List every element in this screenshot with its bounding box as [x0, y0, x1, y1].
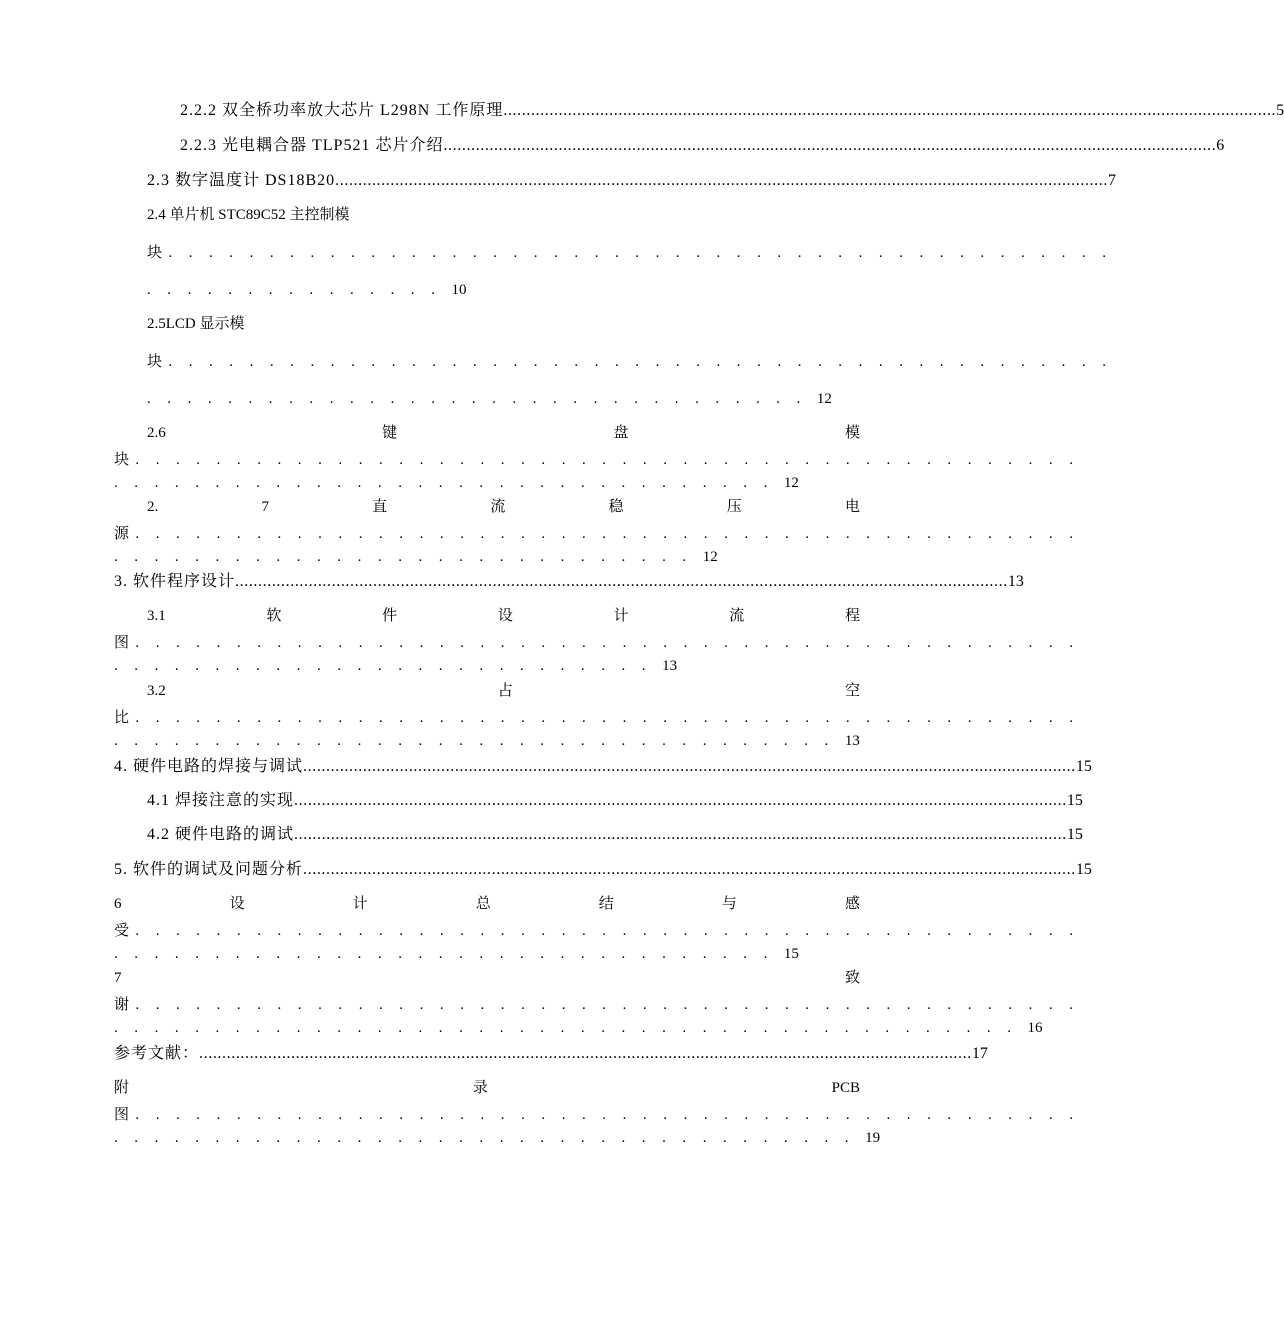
toc-entry-title: 3. 软件程序设计 — [114, 573, 236, 590]
toc-entry-word: PCB — [831, 1080, 860, 1096]
toc-entry-heading[interactable] — [147, 205, 350, 225]
toc-entry-page: 13 — [662, 658, 678, 674]
dot-leader: ........................................................................................................................................................................ — [199, 1045, 972, 1062]
toc-entry-word: 7 — [261, 499, 269, 515]
toc-entry-word: 设 — [229, 896, 245, 912]
toc-entry-word: 与 — [721, 896, 737, 912]
toc-entry-page-line — [114, 731, 860, 751]
toc-entry[interactable] — [114, 860, 1092, 880]
dot-leader: ........................................................................................................................................................................ — [443, 137, 1217, 154]
toc-entry-page: 6 — [1216, 137, 1225, 154]
toc-entry-page-line — [114, 1128, 880, 1148]
toc-entry-word: 结 — [598, 896, 614, 912]
toc-entry-page: 12 — [783, 475, 799, 491]
toc-entry-continuation — [114, 1105, 1080, 1125]
toc-entry-page: 13 — [844, 733, 860, 749]
toc-entry[interactable] — [114, 1044, 988, 1064]
toc-entry-page: 7 — [1107, 172, 1116, 189]
toc-entry[interactable] — [147, 171, 1116, 191]
toc-entry-page-line — [114, 1018, 1043, 1038]
toc-entry-page: 15 — [1066, 826, 1083, 843]
toc-entry-last-char: 块 — [114, 452, 136, 468]
toc-entry-title: 4.1 焊接注意的实现 — [147, 792, 295, 809]
toc-entry-last-char: 块 — [147, 245, 169, 261]
toc-entry-word: 计 — [352, 896, 368, 912]
dot-leader: . . . . . . . . . . . . . . . . . . . . . . . . . . . . . . . . . . . . — [114, 733, 845, 749]
toc-entry-page: 15 — [1075, 861, 1092, 878]
toc-entry-page: 17 — [971, 1045, 988, 1062]
toc-entry-title: 2.3 数字温度计 DS18B20 — [147, 172, 336, 189]
toc-entry-word: 占 — [497, 683, 513, 699]
toc-entry-title: 2.5LCD 显示模 — [147, 316, 245, 332]
toc-entry-word: 录 — [472, 1080, 488, 1096]
dot-leader: . . . . . . . . . . . . . . . . . . . . . . . . . . . . . . . . . . . . . — [114, 1130, 866, 1146]
dot-leader: . . . . . . . . . . . . . . . — [147, 282, 452, 298]
dot-leader: ........................................................................................................................................................................ — [294, 826, 1067, 843]
toc-entry-page: 15 — [1075, 758, 1092, 775]
toc-entry-continuation — [114, 708, 1080, 728]
toc-entry-page: 15 — [1066, 792, 1083, 809]
toc-entry-page-line — [114, 473, 799, 493]
toc-entry-title: 2.4 单片机 STC89C52 主控制模 — [147, 207, 350, 223]
toc-entry[interactable] — [180, 136, 1225, 156]
toc-entry[interactable] — [180, 101, 1284, 121]
toc-entry-word: 3.2 — [147, 683, 166, 699]
dot-leader: . . . . . . . . . . . . . . . . . . . . . . . . . . . . . . . . . . . . . . . . . . . . . . . — [135, 526, 1080, 542]
toc-entry-page: 19 — [865, 1130, 881, 1146]
toc-entry-page-line — [147, 389, 832, 409]
dot-leader: . . . . . . . . . . . . . . . . . . . . . . . . . . . . . . . . . — [114, 475, 784, 491]
toc-entry-justified[interactable] — [114, 894, 860, 914]
toc-entry-title: 2.2.3 光电耦合器 TLP521 芯片介绍 — [180, 137, 444, 154]
toc-entry-word: 7 — [114, 970, 122, 986]
toc-entry[interactable] — [114, 757, 1092, 777]
toc-entry-continuation — [114, 995, 1080, 1015]
toc-entry-word: 模 — [844, 425, 860, 441]
dot-leader: . . . . . . . . . . . . . . . . . . . . . . . . . . . . . . . . . . . . . . . . . . . . . . . — [135, 710, 1080, 726]
toc-entry-page: 12 — [702, 549, 718, 565]
toc-entry-page: 13 — [1007, 573, 1024, 590]
dot-leader: ........................................................................................................................................................................ — [303, 758, 1076, 775]
toc-entry-page: 10 — [451, 282, 467, 298]
toc-entry[interactable] — [147, 791, 1083, 811]
toc-entry-continuation — [114, 450, 1080, 470]
toc-entry-last-char: 谢 — [114, 997, 136, 1013]
toc-entry-word: 空 — [844, 683, 860, 699]
toc-entry-word: 感 — [844, 896, 860, 912]
dot-leader: . . . . . . . . . . . . . . . . . . . . . . . . . . . . . . . . . — [114, 946, 784, 962]
toc-entry-word: 直 — [372, 499, 388, 515]
toc-entry-title: 5. 软件的调试及问题分析 — [114, 861, 304, 878]
toc-entry-continuation — [114, 524, 1080, 544]
toc-entry-continuation — [114, 633, 1080, 653]
toc-entry-word: 2.6 — [147, 425, 166, 441]
toc-entry-justified[interactable] — [114, 1078, 860, 1098]
toc-entry-heading[interactable] — [147, 314, 245, 334]
toc-entry-title: 4. 硬件电路的焊接与调试 — [114, 758, 304, 775]
dot-leader: ........................................................................................................................................................................ — [235, 573, 1008, 590]
dot-leader: . . . . . . . . . . . . . . . . . . . . . . . . . . . . . — [114, 549, 703, 565]
dot-leader: . . . . . . . . . . . . . . . . . . . . . . . . . . . — [114, 658, 663, 674]
toc-entry-word: 软 — [266, 608, 282, 624]
toc-entry-page: 12 — [816, 391, 832, 407]
toc-entry-word: 设 — [497, 608, 513, 624]
toc-entry-word: 6 — [114, 896, 122, 912]
toc-entry-word: 程 — [844, 608, 860, 624]
toc-entry-justified[interactable] — [147, 497, 860, 517]
toc-entry-last-char: 图 — [114, 635, 136, 651]
toc-entry-page: 16 — [1027, 1020, 1043, 1036]
dot-leader: . . . . . . . . . . . . . . . . . . . . . . . . . . . . . . . . . . . . . . . . . . . . . . . — [168, 245, 1113, 261]
toc-entry-continuation — [147, 352, 1113, 372]
dot-leader: ........................................................................................................................................................................ — [303, 861, 1076, 878]
toc-entry-word: 件 — [382, 608, 398, 624]
toc-entry-last-char: 图 — [114, 1107, 136, 1123]
toc-entry-title: 4.2 硬件电路的调试 — [147, 826, 295, 843]
toc-entry-last-char: 源 — [114, 526, 136, 542]
dot-leader: . . . . . . . . . . . . . . . . . . . . . . . . . . . . . . . . . . . . . . . . . . . . . . . — [135, 997, 1080, 1013]
toc-entry-last-char: 比 — [114, 710, 136, 726]
dot-leader: . . . . . . . . . . . . . . . . . . . . . . . . . . . . . . . . . . . . . . . . . . . . . . . — [135, 452, 1080, 468]
toc-entry[interactable] — [147, 825, 1083, 845]
toc-entry-page-line — [147, 280, 467, 300]
dot-leader: ........................................................................................................................................................................ — [294, 792, 1067, 809]
toc-entry-word: 键 — [382, 425, 398, 441]
toc-entry-page: 15 — [783, 946, 799, 962]
toc-entry-justified[interactable] — [147, 606, 860, 626]
toc-entry-word: 总 — [475, 896, 491, 912]
toc-entry-word: 致 — [844, 970, 860, 986]
toc-entry-last-char: 受 — [114, 923, 136, 939]
toc-entry-word: 流 — [729, 608, 745, 624]
dot-leader: . . . . . . . . . . . . . . . . . . . . . . . . . . . . . . . . . — [147, 391, 817, 407]
toc-entry-word: 盘 — [613, 425, 629, 441]
dot-leader: . . . . . . . . . . . . . . . . . . . . . . . . . . . . . . . . . . . . . . . . . . . . . . . — [135, 635, 1080, 651]
toc-entry-word: 计 — [613, 608, 629, 624]
dot-leader: . . . . . . . . . . . . . . . . . . . . . . . . . . . . . . . . . . . . . . . . . . . . . — [114, 1020, 1028, 1036]
toc-entry-continuation — [114, 921, 1080, 941]
toc-entry-word: 压 — [726, 499, 742, 515]
toc-entry-title: 2.2.2 双全桥功率放大芯片 L298N 工作原理 — [180, 102, 504, 119]
toc-entry-last-char: 块 — [147, 354, 169, 370]
dot-leader: . . . . . . . . . . . . . . . . . . . . . . . . . . . . . . . . . . . . . . . . . . . . . . . — [135, 923, 1080, 939]
toc-entry-word: 电 — [844, 499, 860, 515]
toc-entry-continuation — [147, 243, 1113, 263]
toc-entry-justified[interactable] — [147, 423, 860, 443]
toc-entry[interactable] — [114, 572, 1024, 592]
dot-leader: . . . . . . . . . . . . . . . . . . . . . . . . . . . . . . . . . . . . . . . . . . . . . . . — [168, 354, 1113, 370]
toc-entry-word: 3.1 — [147, 608, 166, 624]
dot-leader: ........................................................................................................................................................................ — [335, 172, 1108, 189]
dot-leader: . . . . . . . . . . . . . . . . . . . . . . . . . . . . . . . . . . . . . . . . . . . . . . . — [135, 1107, 1080, 1123]
toc-entry-justified[interactable] — [147, 681, 860, 701]
toc-entry-page: 5 — [1276, 102, 1284, 119]
toc-entry-word: 附 — [114, 1080, 130, 1096]
dot-leader: ........................................................................................................................................................................ — [503, 102, 1277, 119]
toc-entry-page-line — [114, 944, 799, 964]
toc-entry-word: 稳 — [608, 499, 624, 515]
toc-entry-justified[interactable] — [114, 968, 860, 988]
toc-entry-page-line — [114, 656, 677, 676]
toc-entry-word: 2. — [147, 499, 159, 515]
toc-entry-word: 流 — [490, 499, 506, 515]
toc-entry-page-line — [114, 547, 718, 567]
toc-entry-title: 参考文献： — [114, 1045, 200, 1062]
